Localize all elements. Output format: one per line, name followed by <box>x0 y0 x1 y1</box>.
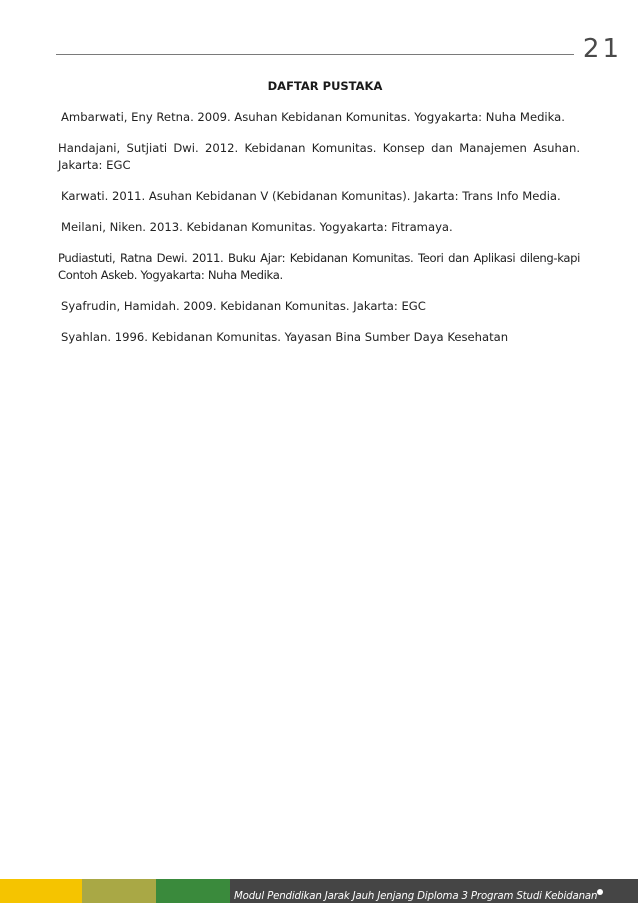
reference-item: Syahlan. 1996. Kebidanan Komunitas. Yayasan Bina Sumber Daya Kesehatan <box>61 330 509 344</box>
footer-bar <box>0 879 638 903</box>
footer-text: Modul Pendidikan Jarak Jauh Jenjang Diploma 3 Program Studi Kebidanan <box>234 891 598 902</box>
reference-item: Handajani, Sutjiati Dwi. 2012. Kebidanan Komunitas. Konsep dan Manajemen Asuhan. Jakarta: EGC <box>58 141 580 172</box>
footer-segment-green <box>156 879 230 903</box>
reference-item: Karwati. 2011. Asuhan Kebidanan V (Kebidanan Komunitas). Jakarta: Trans Info Media. <box>61 189 561 203</box>
reference-item: Meilani, Niken. 2013. Kebidanan Komunitas. Yogyakarta: Fitramaya. <box>61 220 453 234</box>
footer-segment-olive <box>82 879 156 903</box>
header-rule <box>56 54 574 55</box>
reference-item: Pudiastuti, Ratna Dewi. 2011. Buku Ajar: Kebidanan Komunitas. Teori dan Aplikasi dileng-kapi Contoh Askeb. Yogyakarta: Nuha Medika. <box>58 251 580 282</box>
footer-dot-icon <box>597 889 603 895</box>
footer-segment-yellow <box>0 879 82 903</box>
reference-item: Syafrudin, Hamidah. 2009. Kebidanan Komunitas. Jakarta: EGC <box>61 299 426 313</box>
footer-segment-dark <box>230 879 638 903</box>
reference-item: Ambarwati, Eny Retna. 2009. Asuhan Kebidanan Komunitas. Yogyakarta: Nuha Medika. <box>61 110 565 124</box>
reference-list <box>58 109 580 360</box>
page-title: DAFTAR PUSTAKA <box>267 79 383 93</box>
page-number: 21 <box>582 34 622 64</box>
